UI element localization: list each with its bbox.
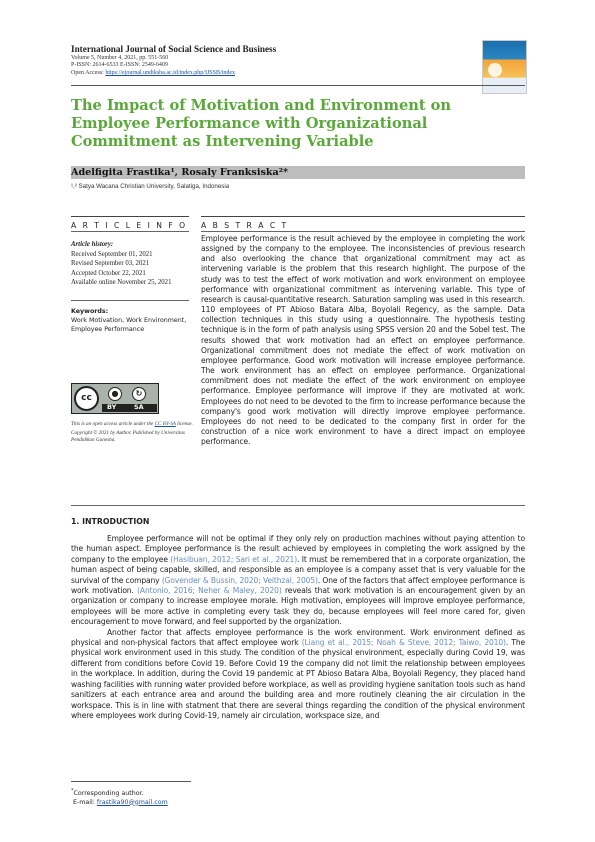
article-history (71, 240, 197, 288)
cc-sa-label: SA (134, 403, 144, 411)
abstract-sub-rule (201, 231, 525, 232)
journal-issn: P-ISSN: 2614-6533 E-ISSN: 2549-6409 (71, 62, 168, 69)
journal-title: International Journal of Social Science and Business (71, 44, 277, 54)
journal-header (71, 44, 511, 77)
introduction-body (71, 534, 525, 721)
article-info-heading: A R T I C L E I N F O (71, 221, 188, 230)
history-accepted: Accepted October 22, 2021 (71, 269, 146, 277)
article-info-sub-rule (71, 231, 189, 232)
paper-title: The Impact of Motivation and Environment on Employee Performance with Organizational Commitment as Intervening Variable (71, 97, 452, 150)
keywords-block (71, 307, 191, 334)
article-info-top-rule (71, 216, 189, 217)
p1-text-e: reveals that work motivation is an encouragement given by an organization or company to increase employee morale. High motivation, employees will improve employee performance, employees will be more active in completing every task they do, because employees will feel more cared for, given encouragement to move forward, and feel supported by the organization. (71, 586, 525, 627)
history-label: Article history: (71, 241, 114, 248)
cc-by-label: BY (107, 403, 117, 411)
email-label: E-mail: (73, 798, 97, 806)
citation-link[interactable]: (Antonio, 2016; Neher & Maley, 2020) (137, 586, 282, 596)
abstract-text: Employee performance is the result achieved by the employee in completing the work assigned by the company to the employee. The inconsistencies of previous research and also overlooking the chance that organizational commitment may act as intervening variable is the problem that this research highlight. The purpose of the study was to test the effect of work motivation and work environment on employee performance with organizational commitment as intervening variable. This type of research is causal-quantitative research. Saturation sampling was used in this research. 110 employees of PT Abioso Batara Alba, Boyolali Regency, as the sample. Data collection techniques in this study using a questionnaire. The hypothesis testing technique is in the form of path analysis using SPSS version 20 and the Sobel test. The results showed that work motivation had an effect on employee performance. Organizational commitment does not mediate the effect of work motivation on employee performance. Good work motivation will increase employee performance. The work environment has an effect on employee performance. Organizational commitment does not mediate the effect of the work environment on employee performance. Employee performance will improve if they are motivated at work. Employees do not need to be devoted to the firm to increase performance because the company's good work motivation will directly improve employee performance. Employees do not need to be dedicated to the company first in order for the construction of a nice work environment to have a direct impact on employee performance. (201, 234, 525, 447)
cc-logo-icon: cc (74, 386, 99, 411)
intro-paragraph-1 (71, 534, 525, 628)
history-received: Received September 01, 2021 (71, 250, 153, 258)
keywords-rule (71, 300, 189, 301)
p1-text-a: Employee performance will not be optimal if they only rely on production machines without paying attention to the human aspect. Employee performance is the result achieved by employees in completing the work assigned by the company to the employee (71, 534, 525, 564)
journal-access (71, 70, 511, 77)
footnote (71, 787, 168, 807)
citation-link[interactable]: (Hasibuan, 2012; Sari et al., 2021) (170, 554, 298, 564)
p1-text-b: . It must be remembered that in a corporate organization, the human aspect of being capable, skilled, and responsible as an employee is a company asset that is very valuable for the survival of the company (71, 554, 526, 585)
section-heading-introduction: 1. INTRODUCTION (71, 517, 150, 526)
share-alike-icon: ↻ (132, 387, 146, 401)
history-online: Available online November 25, 2021 (71, 279, 172, 286)
header-divider (71, 85, 525, 86)
footnote-corresponding (71, 787, 168, 799)
keywords-text: Work Motivation, Work Environment, Employee Performance (71, 317, 187, 333)
attribution-person-icon: ● (108, 387, 122, 401)
license-link[interactable]: CC BY-SA (154, 421, 176, 427)
p2-text-a: Another factor that affects employee performance is the work environment. Work environment defined as physical and non-physical factors that affect employee work (71, 627, 525, 648)
footnote-mark: * (71, 788, 74, 794)
paper-affiliation: ¹,² Satya Wacana Christian University, Salatiga, Indonesia (71, 183, 230, 190)
paper-authors: Adelfigita Frastika¹, Rosaly Franksiska²* (71, 167, 288, 178)
footnote-text: Corresponding author. (73, 790, 144, 798)
history-revised: Revised September 03, 2021 (71, 260, 150, 267)
cover-logo-icon (488, 63, 502, 77)
abstract-heading: A B S T R A C T (201, 221, 289, 230)
abstract-top-rule (201, 216, 525, 217)
copyright-note: Copyright © 2021 by Author. Published by Universitas Pendidikan Ganesha. (71, 430, 185, 444)
keywords-label: Keywords: (71, 308, 109, 315)
abstract-bottom-rule (71, 505, 525, 506)
intro-paragraph-2 (71, 628, 525, 722)
access-label: Open Access: (71, 69, 106, 76)
license-line1: This is an open access article under the (71, 421, 155, 427)
license-note (71, 421, 195, 445)
journal-volume: Volume 5, Number 4, 2021, pp. 551-560 (71, 55, 169, 61)
email-link[interactable]: frastika90@gmail.com (96, 798, 168, 806)
citation-link[interactable]: (Govender & Bussin, 2020; Veithzal, 2005) (161, 575, 318, 585)
footnote-rule (71, 781, 191, 782)
license-line2: license. (175, 421, 193, 427)
citation-link[interactable]: (Liang et al., 2015; Noah & Steve, 2012; Taiwo, 2010) (301, 638, 506, 648)
cc-by-sa-badge[interactable] (71, 383, 159, 414)
footnote-email-line (71, 799, 168, 807)
p1-text-d: . One of the factors that affect employee performance is work motivation. (71, 575, 525, 596)
journal-url-link[interactable]: https://ejournal.undiksha.ac.id/index.php/IJSSB/index (105, 69, 235, 76)
p2-text-b: . The physical work environment used in this study. The condition of the physical environment, especially during Covid 19, was different from conditions before Covid 19. Before Covid 19 the company did not limit the relationship between employees in the workplace. In addition, during the Covid 19 pandemic at PT Abioso Batara Alba, Boyolali Regency, they placed hand washing facilities with running water provided before workplace, as well as providing hygiene sanitation tools such as hand sanitizers at each entrance area and around the building area and more routinely cleaning the air circulation in the workspace. This is in line with statment that there are several things regarding the condition of the physical environment where employees work during Covid-19, namely air circulation, workspace size, and (71, 638, 525, 720)
